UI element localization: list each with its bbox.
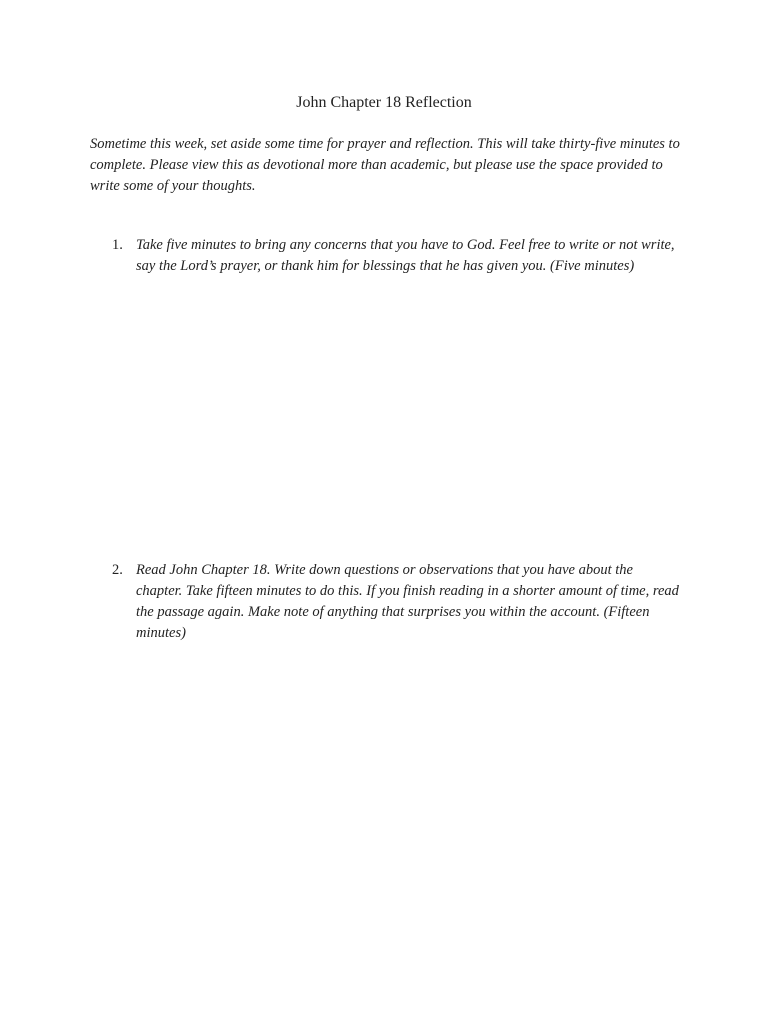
question-text: Read John Chapter 18. Write down questions or observations that you have about the chapter. Take fifteen minutes to do this. If you finish reading in a shorter amount of time, read the passage again. Make note of anything that surprises you within the account. (Fifteen minutes) (136, 562, 679, 641)
question-text: Take five minutes to bring any concerns that you have to God. Feel free to write or not write, say the Lord’s prayer, or thank him for blessings that he has given you. (Five minutes) (136, 237, 675, 274)
question-number: 1. (112, 237, 123, 253)
intro-paragraph: Sometime this week, set aside some time for prayer and reflection. This will take thirty-five minutes to complete. Please view this as devotional more than academic, but please use the space provided to write some of your thoughts. (90, 136, 680, 194)
question-number: 2. (112, 562, 123, 578)
document-title: John Chapter 18 Reflection (296, 94, 472, 111)
